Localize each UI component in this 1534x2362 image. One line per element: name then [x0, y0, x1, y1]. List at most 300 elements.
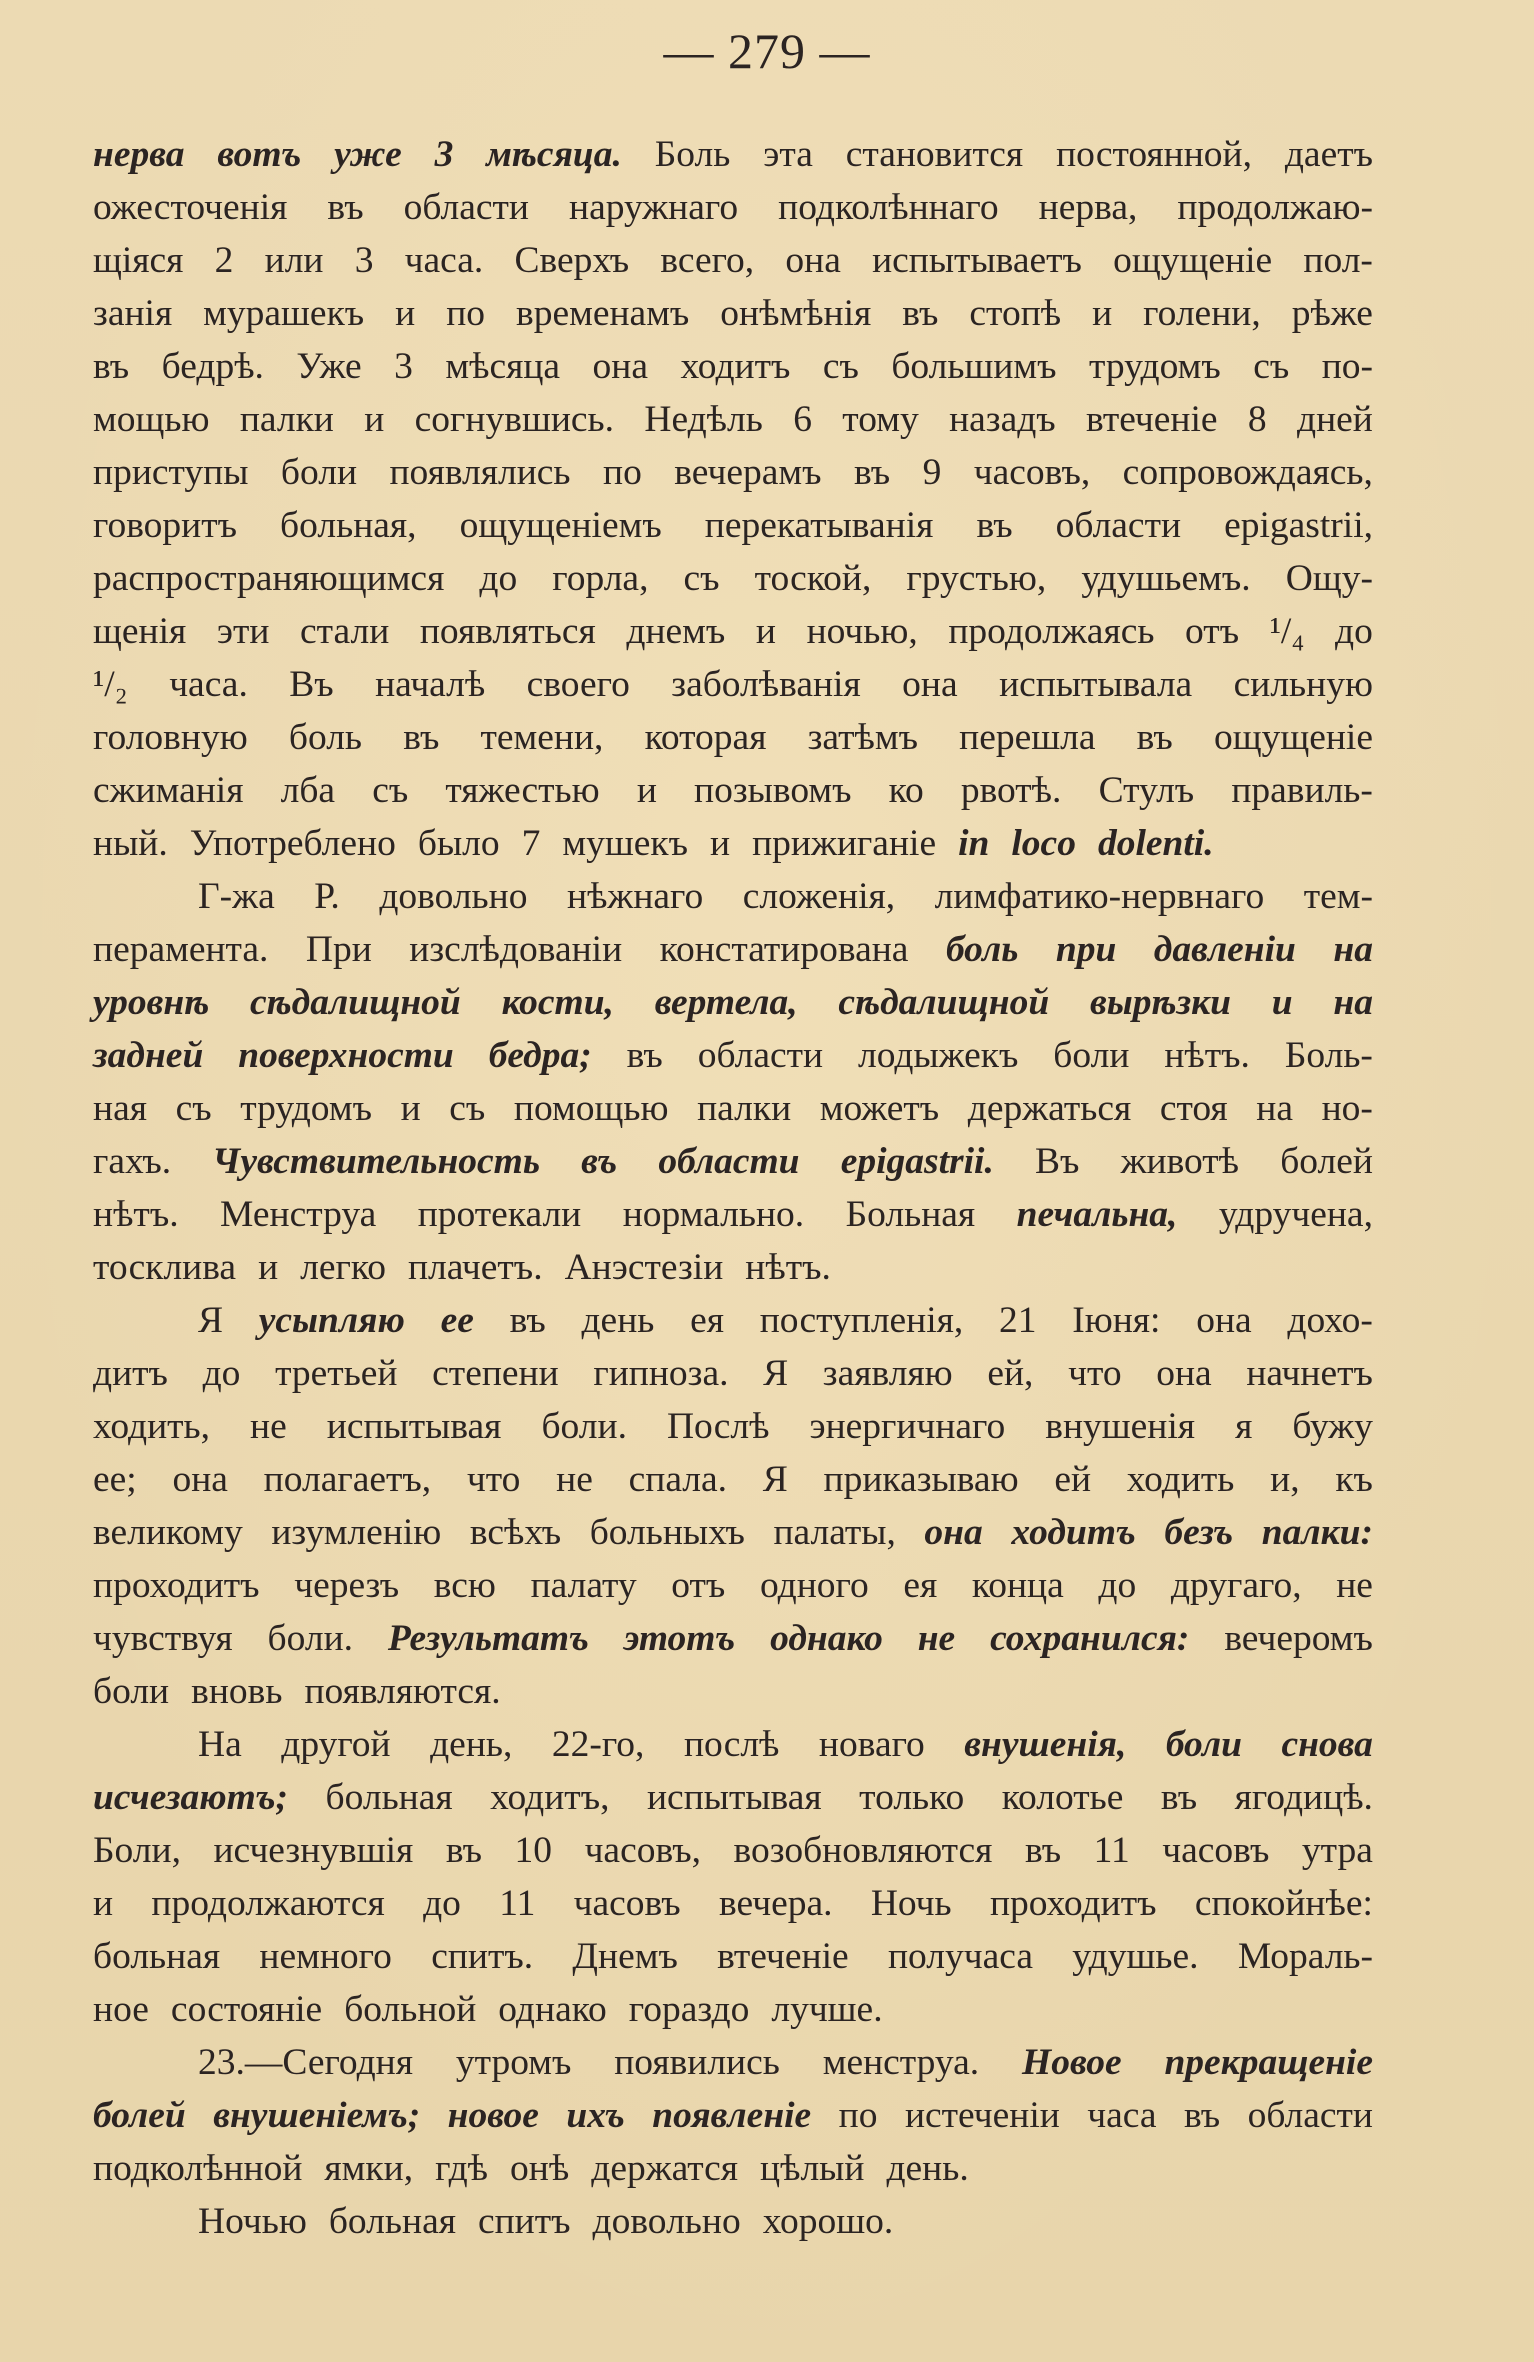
text-word: подколѣнной: [93, 2148, 303, 2189]
text-word: чувствуя: [93, 1618, 233, 1659]
text-word: палки: [239, 399, 334, 440]
text-word: наружнаго: [569, 187, 739, 228]
text-word: довольно: [379, 876, 528, 917]
text-word: ходитъ: [1011, 1512, 1136, 1553]
text-word: тоской,: [754, 558, 872, 599]
text-word: удушьемъ.: [1081, 558, 1251, 599]
text-word: больная: [328, 2201, 456, 2242]
text-word: съ: [175, 1088, 212, 1129]
text-line: [93, 446, 1373, 499]
text-word: можетъ: [819, 1088, 940, 1129]
text-word: Употреблено: [189, 823, 396, 864]
text-line: [93, 499, 1373, 552]
text-word: черезъ: [294, 1565, 400, 1606]
text-word: мушекъ: [562, 823, 688, 864]
text-word: до: [1098, 1565, 1137, 1606]
text-word: вновь: [191, 1671, 283, 1712]
text-word: приступы: [93, 452, 249, 493]
text-word: больная,: [280, 505, 417, 546]
text-word: на: [1333, 982, 1373, 1023]
text-word: продолжаются: [151, 1883, 385, 1924]
text-word: утромъ: [455, 2042, 572, 2083]
text-word: эти: [216, 611, 270, 652]
text-word: стопѣ: [969, 293, 1062, 334]
text-word: не: [917, 1618, 956, 1659]
text-line: [93, 1029, 1373, 1082]
text-word: другаго,: [1170, 1565, 1302, 1606]
text-word: гахъ.: [93, 1141, 172, 1182]
text-word: съ: [449, 1088, 486, 1129]
text-word: Ночь: [870, 1883, 952, 1924]
text-word: ощущеніе: [1113, 240, 1273, 281]
text-word: безъ: [1164, 1512, 1234, 1553]
text-word: до: [479, 558, 518, 599]
text-word: ходитъ: [680, 346, 791, 387]
text-word: даетъ: [1284, 134, 1373, 175]
text-word: изслѣдованіи: [409, 929, 623, 970]
text-word: съ: [1253, 346, 1290, 387]
text-word: днемъ: [626, 611, 726, 652]
text-word: и: [93, 1883, 114, 1924]
text-word: ¹/₄: [1269, 611, 1305, 652]
text-word: появились: [614, 2042, 780, 2083]
text-word: 2: [214, 240, 234, 281]
text-word: палки:: [1261, 1512, 1373, 1553]
text-word: она: [902, 664, 958, 705]
text-word: проходитъ: [989, 1883, 1157, 1924]
text-word: испытываетъ: [872, 240, 1082, 281]
text-line: [93, 1930, 1373, 1983]
text-word: сопровождаясь,: [1122, 452, 1373, 493]
text-word: по: [838, 2095, 878, 2136]
text-word: гдѣ: [435, 2148, 489, 2189]
text-word: грустью,: [906, 558, 1047, 599]
text-line: [93, 1294, 1373, 1347]
text-word: возобновляются: [733, 1830, 993, 1871]
text-word: палату: [530, 1565, 637, 1606]
text-word: появлялись: [389, 452, 571, 493]
text-word: epigastrii,: [1224, 505, 1373, 546]
text-word: и: [1092, 293, 1113, 334]
text-word: въ: [976, 505, 1013, 546]
text-line: [93, 1612, 1373, 1665]
text-line: [93, 393, 1373, 446]
text-word: ее;: [93, 1459, 137, 1500]
text-word: головную: [93, 717, 248, 758]
text-line: [93, 976, 1373, 1029]
text-line: [93, 605, 1373, 658]
text-word: продолжаясь: [948, 611, 1155, 652]
page-number: — 279 —: [663, 23, 871, 79]
text-word: хорошо.: [762, 2201, 894, 2242]
text-word: при: [1055, 929, 1117, 970]
text-word: эта: [763, 134, 813, 175]
text-word: появленіе: [652, 2095, 812, 2136]
text-word: 6: [793, 399, 812, 440]
text-word: часовъ: [1162, 1830, 1270, 1871]
text-word: въ: [1184, 2095, 1221, 2136]
text-word: трудомъ: [240, 1088, 372, 1129]
text-word: in: [958, 823, 990, 864]
text-word: ея: [690, 1300, 724, 1341]
text-word: сложенія,: [742, 876, 896, 917]
text-word: затѣмъ: [807, 717, 918, 758]
text-word: однако: [770, 1618, 883, 1659]
text-word: ощущеніе: [1213, 717, 1373, 758]
text-word: задней: [93, 1035, 204, 1076]
text-line: [93, 923, 1373, 976]
text-word: голени,: [1143, 293, 1261, 334]
text-line: [93, 1665, 1373, 1718]
text-word: гораздо: [628, 1989, 750, 2030]
text-word: энергичнаго: [809, 1406, 1006, 1447]
text-word: не: [556, 1459, 593, 1500]
text-word: 8: [1247, 399, 1267, 440]
text-line: [93, 1877, 1373, 1930]
text-word: и: [709, 823, 731, 864]
text-word: распространяющимся: [93, 558, 445, 599]
text-word: перамента.: [93, 929, 269, 970]
text-word: въ: [1136, 717, 1173, 758]
text-word: полагаетъ,: [263, 1459, 432, 1500]
text-word: заявляю: [822, 1353, 953, 1394]
text-line: [93, 1824, 1373, 1877]
text-word: Больная: [845, 1194, 976, 1235]
text-word: щенія: [93, 611, 187, 652]
text-line: [93, 817, 1373, 870]
text-word: ее: [440, 1300, 474, 1341]
text-word: Р.: [314, 876, 340, 917]
text-word: большимъ: [891, 346, 1057, 387]
text-word: мѣсяца: [445, 346, 561, 387]
text-word: 3: [394, 346, 413, 387]
text-word: рѣже: [1291, 293, 1373, 334]
text-word: удушье.: [1072, 1936, 1199, 1977]
text-word: ный.: [93, 823, 168, 864]
text-word: трудомъ: [1089, 346, 1221, 387]
text-word: съ: [683, 558, 720, 599]
text-word: Чувствительность: [212, 1141, 540, 1182]
text-word: ходить,: [93, 1406, 211, 1447]
text-word: мурашекъ: [203, 293, 365, 334]
text-word: въ: [581, 1141, 618, 1182]
text-word: спокойнѣе:: [1194, 1883, 1373, 1924]
text-word: боль: [288, 717, 363, 758]
text-word: тем-: [1303, 876, 1373, 917]
text-word: 21: [999, 1300, 1037, 1341]
text-word: получаса: [887, 1936, 1033, 1977]
text-word: боли.: [267, 1618, 354, 1659]
text-word: въ: [626, 1035, 663, 1076]
text-word: Ночью: [198, 2201, 307, 2242]
text-word: продолжаю-: [1177, 187, 1373, 228]
text-line: [93, 1135, 1373, 1188]
text-word: сѣдалищной: [838, 982, 1050, 1023]
text-word: часа: [1087, 2095, 1157, 2136]
text-word: вечерамъ: [674, 452, 822, 493]
text-word: Стулъ: [1098, 770, 1195, 811]
text-word: тому: [842, 399, 919, 440]
text-word: она: [592, 346, 648, 387]
text-word: въ: [445, 1830, 482, 1871]
text-word: ное: [93, 1989, 149, 2030]
text-word: больной: [344, 1989, 477, 2030]
text-word: болей: [93, 2095, 186, 2136]
text-word: тосклива: [93, 1247, 237, 1288]
text-word: дохо-: [1287, 1300, 1373, 1341]
text-word: исчезнувшія: [213, 1830, 414, 1871]
text-line: [93, 1188, 1373, 1241]
text-line: [93, 128, 1373, 181]
text-word: въ: [403, 717, 440, 758]
text-word: 3: [354, 240, 374, 281]
text-word: лба: [280, 770, 336, 811]
text-word: она: [785, 240, 841, 281]
text-word: области: [697, 1035, 824, 1076]
text-word: появляются.: [304, 1671, 501, 1712]
text-word: внушенія: [1045, 1406, 1196, 1447]
text-word: дитъ: [93, 1353, 168, 1394]
text-word: въ: [902, 293, 939, 334]
text-word: Уже: [296, 346, 362, 387]
text-word: однако: [498, 1989, 607, 2030]
text-word: нѣтъ.: [745, 1247, 831, 1288]
text-word: стоя: [1159, 1088, 1228, 1129]
text-word: степени: [432, 1353, 559, 1394]
text-word: прижиганіе: [752, 823, 937, 864]
text-word: часа.: [169, 664, 248, 705]
text-word: давленіи: [1153, 929, 1296, 970]
text-line: [93, 1400, 1373, 1453]
text-word: или: [264, 240, 324, 281]
text-word: вечера.: [719, 1883, 833, 1924]
text-word: другой: [281, 1724, 391, 1765]
body-text: [93, 128, 1373, 2248]
text-word: лодыжекъ: [858, 1035, 1019, 1076]
text-word: этотъ: [623, 1618, 736, 1659]
text-word: день: [581, 1300, 655, 1341]
text-word: рвотѣ.: [960, 770, 1062, 811]
text-word: одного: [759, 1565, 869, 1606]
text-word: горла,: [552, 558, 649, 599]
text-word: плачетъ.: [407, 1247, 543, 1288]
text-word: въ: [93, 346, 130, 387]
text-word: боли: [93, 1671, 170, 1712]
text-word: день.: [886, 2148, 969, 2189]
text-word: палки: [697, 1088, 792, 1129]
text-word: лучше.: [771, 1989, 883, 2030]
text-word: области: [1055, 505, 1182, 546]
text-word: Боли,: [93, 1830, 181, 1871]
text-word: спитъ: [477, 2201, 571, 2242]
text-word: сильную: [1233, 664, 1373, 705]
text-line: [93, 234, 1373, 287]
text-word: Іюня:: [1072, 1300, 1161, 1341]
text-word: dolenti.: [1097, 823, 1214, 864]
text-word: часа.: [404, 240, 484, 281]
text-word: боли: [1053, 1035, 1130, 1076]
text-word: Мораль-: [1237, 1936, 1373, 1977]
text-word: На: [198, 1724, 242, 1765]
text-word: въ: [509, 1300, 546, 1341]
text-word: боли.: [541, 1406, 627, 1447]
text-word: заболѣванія: [671, 664, 861, 705]
text-word: позывомъ: [694, 770, 852, 811]
text-word: начнетъ: [1246, 1353, 1373, 1394]
text-word: утра: [1301, 1830, 1373, 1871]
text-word: Я: [763, 1353, 789, 1394]
text-word: сохранился:: [990, 1618, 1190, 1659]
text-word: до: [202, 1353, 241, 1394]
text-word: Новое: [1022, 2042, 1122, 2083]
text-word: 9: [922, 452, 942, 493]
text-word: испытывая: [646, 1777, 822, 1818]
text-word: своего: [526, 664, 630, 705]
text-line: [93, 1718, 1373, 1771]
text-word: ожесточенія: [93, 187, 288, 228]
text-word: она: [1156, 1353, 1212, 1394]
text-word: мѣсяца.: [486, 134, 622, 175]
text-word: до: [1335, 611, 1373, 652]
text-word: вечеромъ: [1224, 1618, 1373, 1659]
text-word: мощью: [93, 399, 210, 440]
text-word: съ: [372, 770, 409, 811]
text-word: испытывала: [999, 664, 1193, 705]
text-word: подколѣннаго: [778, 187, 999, 228]
text-word: въ: [1024, 1830, 1062, 1871]
text-word: удручена,: [1218, 1194, 1373, 1235]
text-word: epigastrii.: [840, 1141, 994, 1182]
text-word: ей,: [987, 1353, 1034, 1394]
text-word: больная: [325, 1777, 453, 1818]
text-word: всѣхъ: [469, 1512, 562, 1553]
text-word: она: [924, 1512, 983, 1553]
text-word: по-: [1321, 346, 1373, 387]
text-word: ¹/₂: [93, 664, 128, 705]
text-word: щіяся: [93, 240, 184, 281]
text-word: говоритъ: [93, 505, 237, 546]
text-word: внушенія,: [964, 1724, 1127, 1765]
text-line: [93, 340, 1373, 393]
text-word: часовъ,: [584, 1830, 701, 1871]
text-word: въ: [1160, 1777, 1198, 1818]
text-line: [93, 1506, 1373, 1559]
text-word: и: [636, 770, 657, 811]
text-word: пол-: [1303, 240, 1373, 281]
text-word: сѣдалищной: [250, 982, 461, 1023]
text-word: втеченіе: [1086, 399, 1218, 440]
text-word: часовъ: [573, 1883, 681, 1924]
text-word: испытывая: [326, 1406, 502, 1447]
text-word: согнувшись.: [414, 399, 615, 440]
text-word: и: [400, 1088, 421, 1129]
text-word: Г-жа: [198, 876, 275, 917]
text-word: При: [305, 929, 372, 970]
text-line: [93, 711, 1373, 764]
text-word: и: [258, 1247, 279, 1288]
text-word: и: [395, 293, 416, 334]
text-word: вырѣзки: [1089, 982, 1231, 1023]
text-word: что: [1068, 1353, 1122, 1394]
text-word: назадъ: [949, 399, 1056, 440]
text-word: изумленію: [271, 1512, 442, 1553]
text-word: Анэстезіи: [564, 1247, 724, 1288]
text-word: лимфатико-нервнаго: [934, 876, 1265, 917]
text-word: ямки,: [324, 2148, 414, 2189]
text-line: [93, 2142, 1373, 2195]
text-word: нѣтъ.: [93, 1194, 179, 1235]
text-word: болей: [1280, 1141, 1373, 1182]
text-word: спитъ.: [431, 1936, 534, 1977]
text-word: отъ: [1185, 611, 1240, 652]
text-word: больная: [93, 1936, 221, 1977]
text-line: [93, 1347, 1373, 1400]
text-word: сжиманія: [93, 770, 244, 811]
text-word: которая: [644, 717, 767, 758]
text-word: на: [1256, 1088, 1293, 1129]
text-word: ея: [903, 1565, 938, 1606]
text-word: было: [417, 823, 500, 864]
text-word: держаться: [967, 1088, 1132, 1129]
text-word: Въ: [1035, 1141, 1080, 1182]
text-word: боль: [945, 929, 1019, 970]
text-line: [93, 1983, 1373, 2036]
text-word: ходитъ,: [490, 1777, 610, 1818]
text-line: [93, 181, 1373, 234]
text-word: боли: [280, 452, 358, 493]
text-word: Ощу-: [1285, 558, 1373, 599]
text-word: постоянной,: [1056, 134, 1252, 175]
text-word: ная: [93, 1088, 147, 1129]
text-word: по: [446, 293, 486, 334]
text-word: вотъ: [217, 134, 302, 175]
text-word: нѣтъ.: [1164, 1035, 1250, 1076]
text-word: уже: [334, 134, 402, 175]
text-word: временамъ: [516, 293, 690, 334]
text-word: ходить: [1126, 1459, 1235, 1500]
text-word: Я: [762, 1459, 788, 1500]
text-word: поверхности: [238, 1035, 454, 1076]
text-word: новое: [447, 2095, 539, 2136]
text-word: протекали: [417, 1194, 582, 1235]
text-word: спала.: [628, 1459, 728, 1500]
text-word: менструа.: [822, 2042, 980, 2083]
text-word: но-: [1321, 1088, 1373, 1129]
text-line: [93, 552, 1373, 605]
text-word: ощущеніемъ: [459, 505, 662, 546]
text-word: ягодицѣ.: [1234, 1777, 1373, 1818]
text-word: до: [423, 1883, 461, 1924]
text-word: усыпляю: [258, 1300, 405, 1341]
text-word: и,: [1270, 1459, 1300, 1500]
text-word: 10: [514, 1830, 553, 1871]
text-word: ко: [888, 770, 924, 811]
text-word: палаты,: [773, 1512, 896, 1553]
text-word: не: [250, 1406, 287, 1447]
text-word: ихъ: [566, 2095, 625, 2136]
text-word: третьей: [275, 1353, 398, 1394]
text-word: 3: [434, 134, 454, 175]
text-word: 23.—Сегодня: [198, 2042, 414, 2083]
text-word: снова: [1281, 1724, 1373, 1765]
text-word: тяжестью: [445, 770, 600, 811]
text-word: я: [1235, 1406, 1253, 1447]
text-word: по: [603, 452, 642, 493]
text-word: нерва: [93, 134, 185, 175]
text-word: вертела,: [654, 982, 798, 1023]
text-word: довольно: [592, 2201, 741, 2242]
text-word: на: [1333, 929, 1373, 970]
